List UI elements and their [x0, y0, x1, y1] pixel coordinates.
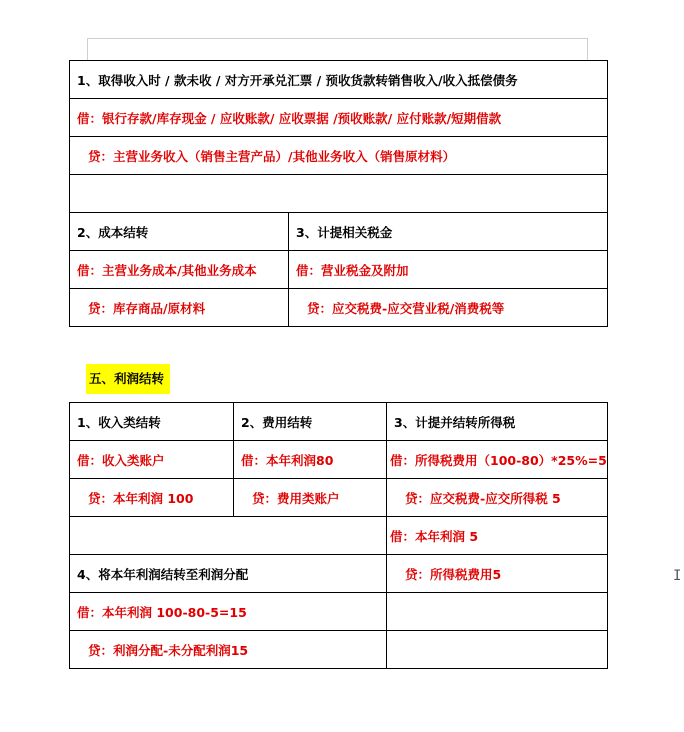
table-row [70, 593, 608, 631]
empty-cell [387, 631, 608, 669]
cost-debit-entry: 借：主营业务成本/其他业务成本 [70, 251, 289, 289]
income-debit-entry: 借：银行存款/库存现金 / 应收账款/ 应收票据 /预收账款/ 应付账款/短期借款 [70, 99, 608, 137]
journal-table-income-cost-tax [69, 60, 608, 327]
table-row [70, 99, 608, 137]
table-row [70, 251, 608, 289]
tax-credit-entry: 贷：应交税费-应交营业税/消费税等 [289, 289, 608, 327]
empty-cell [70, 175, 608, 213]
table-row [70, 213, 608, 251]
text-cursor-icon: I [673, 568, 682, 584]
cost-credit-entry: 贷：库存商品/原材料 [70, 289, 289, 327]
table-row [70, 479, 608, 517]
profit-distribution-debit: 借：本年利润 100-80-5=15 [70, 593, 387, 631]
tax-closing-debit: 借：本年利润 5 [387, 517, 608, 555]
empty-cell [387, 593, 608, 631]
table-row [70, 403, 608, 441]
table-row [70, 555, 608, 593]
table-row [70, 289, 608, 327]
expense-closing-credit: 贷：费用类账户 [234, 479, 387, 517]
table-row [70, 441, 608, 479]
table-row [70, 631, 608, 669]
profit-distribution-credit: 贷：利润分配-未分配利润15 [70, 631, 387, 669]
tax-debit-entry: 借：营业税金及附加 [289, 251, 608, 289]
income-tax-heading: 3、计提并结转所得税 [387, 403, 608, 441]
section-heading-profit-transfer: 五、利润结转 [86, 364, 170, 394]
tax-accrual-heading: 3、计提相关税金 [289, 213, 608, 251]
income-closing-credit: 贷：本年利润 100 [70, 479, 234, 517]
expense-closing-heading: 2、费用结转 [234, 403, 387, 441]
income-closing-debit: 借：收入类账户 [70, 441, 234, 479]
expense-closing-debit: 借：本年利润80 [234, 441, 387, 479]
profit-distribution-heading: 4、将本年利润结转至利润分配 [70, 555, 387, 593]
empty-cell [70, 517, 387, 555]
income-credit-entry: 贷：主营业务收入（销售主营产品）/其他业务收入（销售原材料） [70, 137, 608, 175]
journal-table-profit-transfer [69, 402, 608, 669]
table-row [70, 517, 608, 555]
income-scenarios-heading: 1、取得收入时 / 款未收 / 对方开承兑汇票 / 预收货款转销售收入/收入抵偿债务 [70, 61, 608, 99]
table-row [70, 137, 608, 175]
table-row [70, 61, 608, 99]
cost-transfer-heading: 2、成本结转 [70, 213, 289, 251]
table-row [70, 175, 608, 213]
income-closing-heading: 1、收入类结转 [70, 403, 234, 441]
income-tax-debit: 借：所得税费用（100-80）*25%=5 [387, 441, 608, 479]
page-header-box [87, 38, 588, 60]
income-tax-credit: 贷：应交税费-应交所得税 5 [387, 479, 608, 517]
tax-closing-credit: 贷：所得税费用5 [387, 555, 608, 593]
